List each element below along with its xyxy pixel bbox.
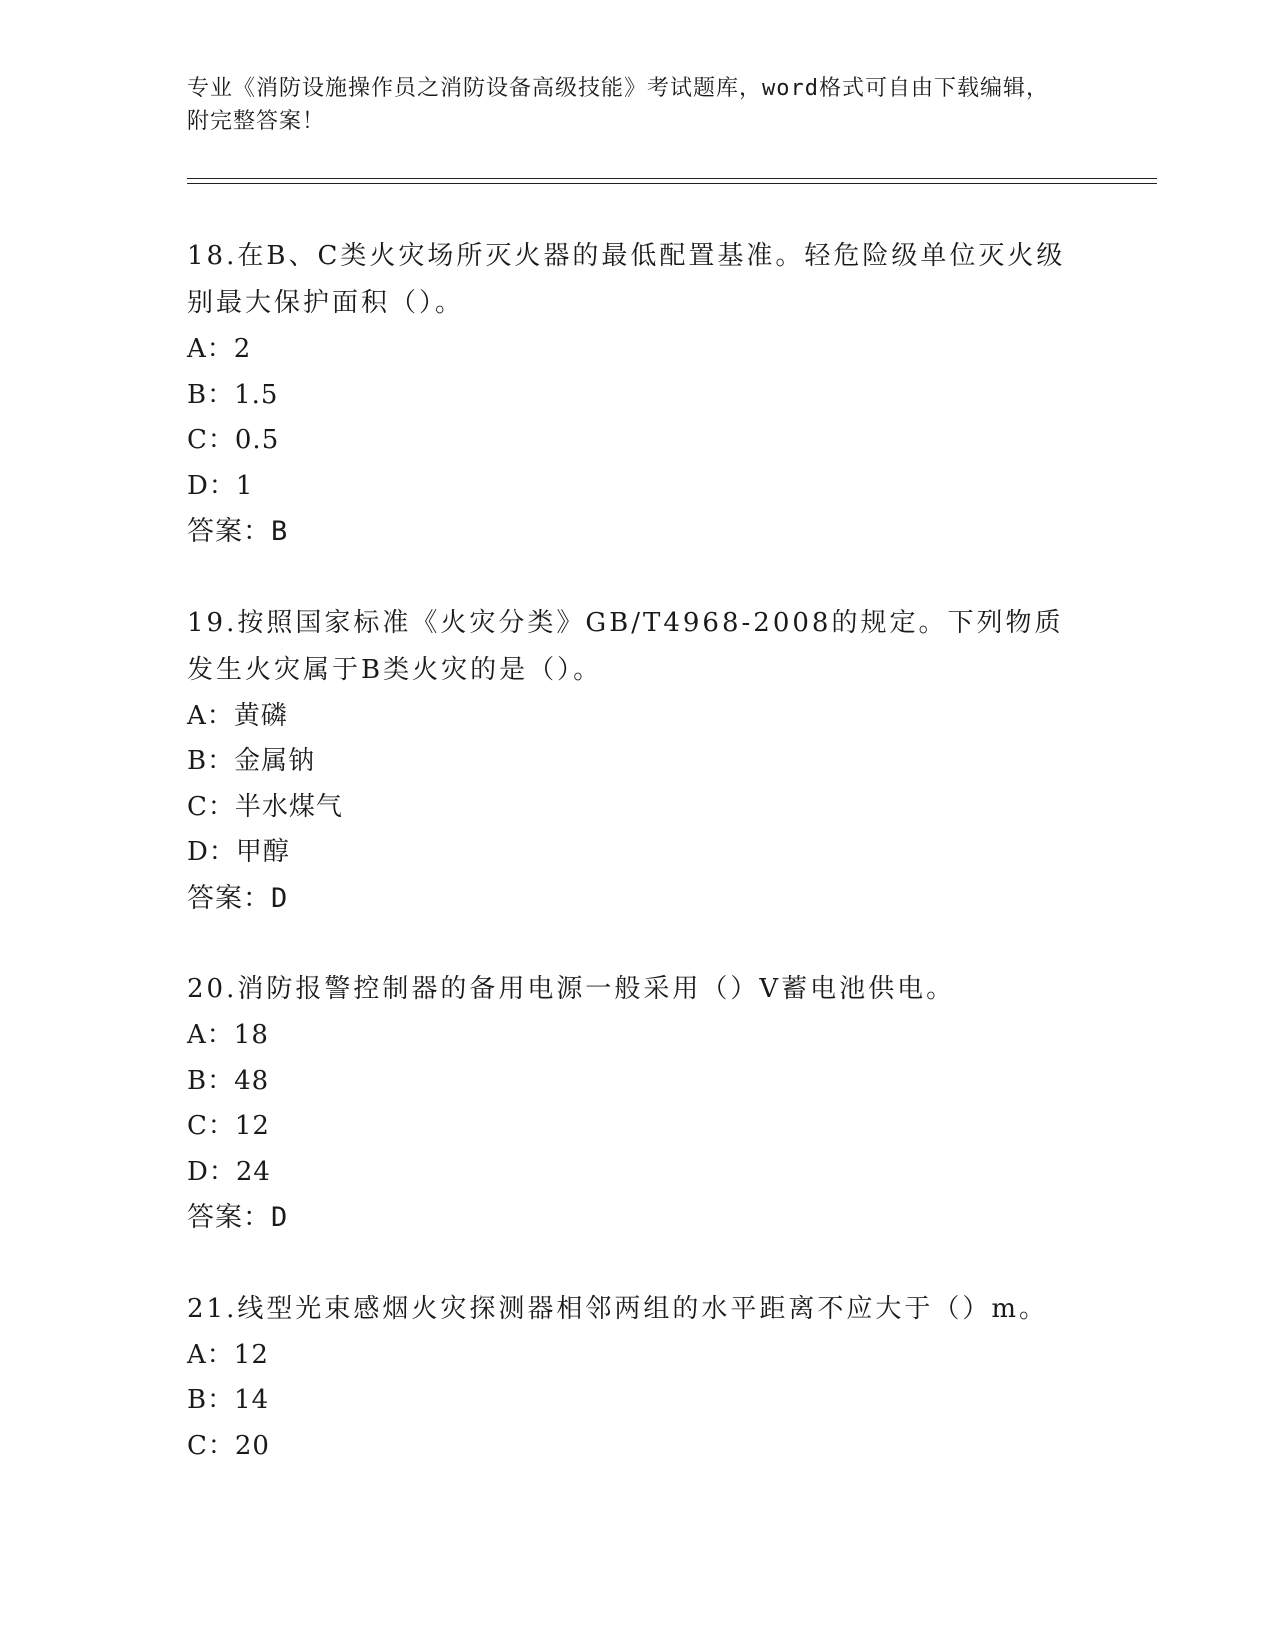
answer: 答案：D (187, 882, 289, 914)
question-21 (187, 1286, 1087, 1470)
option-b: B：金属钠 (187, 746, 316, 776)
option-a: A：黄磷 (187, 700, 288, 731)
question-18 (187, 233, 1087, 555)
option-a: A：18 (187, 1020, 269, 1050)
answer: 答案：D (187, 1202, 289, 1233)
option-a: A：12 (187, 1339, 269, 1370)
option-d: D：1 (187, 470, 254, 501)
option-c: C：20 (187, 1430, 270, 1461)
question-stem: 21.线型光束感烟火灾探测器相邻两组的水平距离不应大于（）m。 (187, 1293, 1049, 1324)
question-19 (187, 600, 1087, 922)
option-b: B：14 (187, 1385, 270, 1415)
question-list (187, 233, 1087, 1514)
header-divider-bottom (187, 183, 1157, 184)
option-c: C：半水煤气 (187, 791, 343, 822)
question-stem: 19.按照国家标准《火灾分类》GB/T4968-2008的规定。下列物质发生火灾属于B类火灾的是（）。 (187, 607, 1064, 685)
question-stem: 18.在B、C类火灾场所灭火器的最低配置基准。轻危险级单位灭火级别最大保护面积（）。 (187, 241, 1066, 318)
document-header: 专业《消防设施操作员之消防设备高级技能》考试题库，word格式可自由下载编辑，附完整答案！ (187, 76, 1049, 134)
option-d: D：甲醇 (187, 837, 290, 867)
question-20 (187, 966, 1087, 1241)
option-a: A：2 (187, 334, 252, 364)
option-c: C：0.5 (187, 425, 280, 455)
header-divider-top (187, 178, 1157, 179)
option-d: D：24 (187, 1156, 271, 1187)
option-b: B：48 (187, 1065, 270, 1096)
option-b: B：1.5 (187, 379, 279, 410)
question-stem: 20.消防报警控制器的备用电源一般采用（）V蓄电池供电。 (187, 974, 956, 1004)
option-c: C：12 (187, 1111, 270, 1141)
answer: 答案：B (187, 516, 289, 547)
